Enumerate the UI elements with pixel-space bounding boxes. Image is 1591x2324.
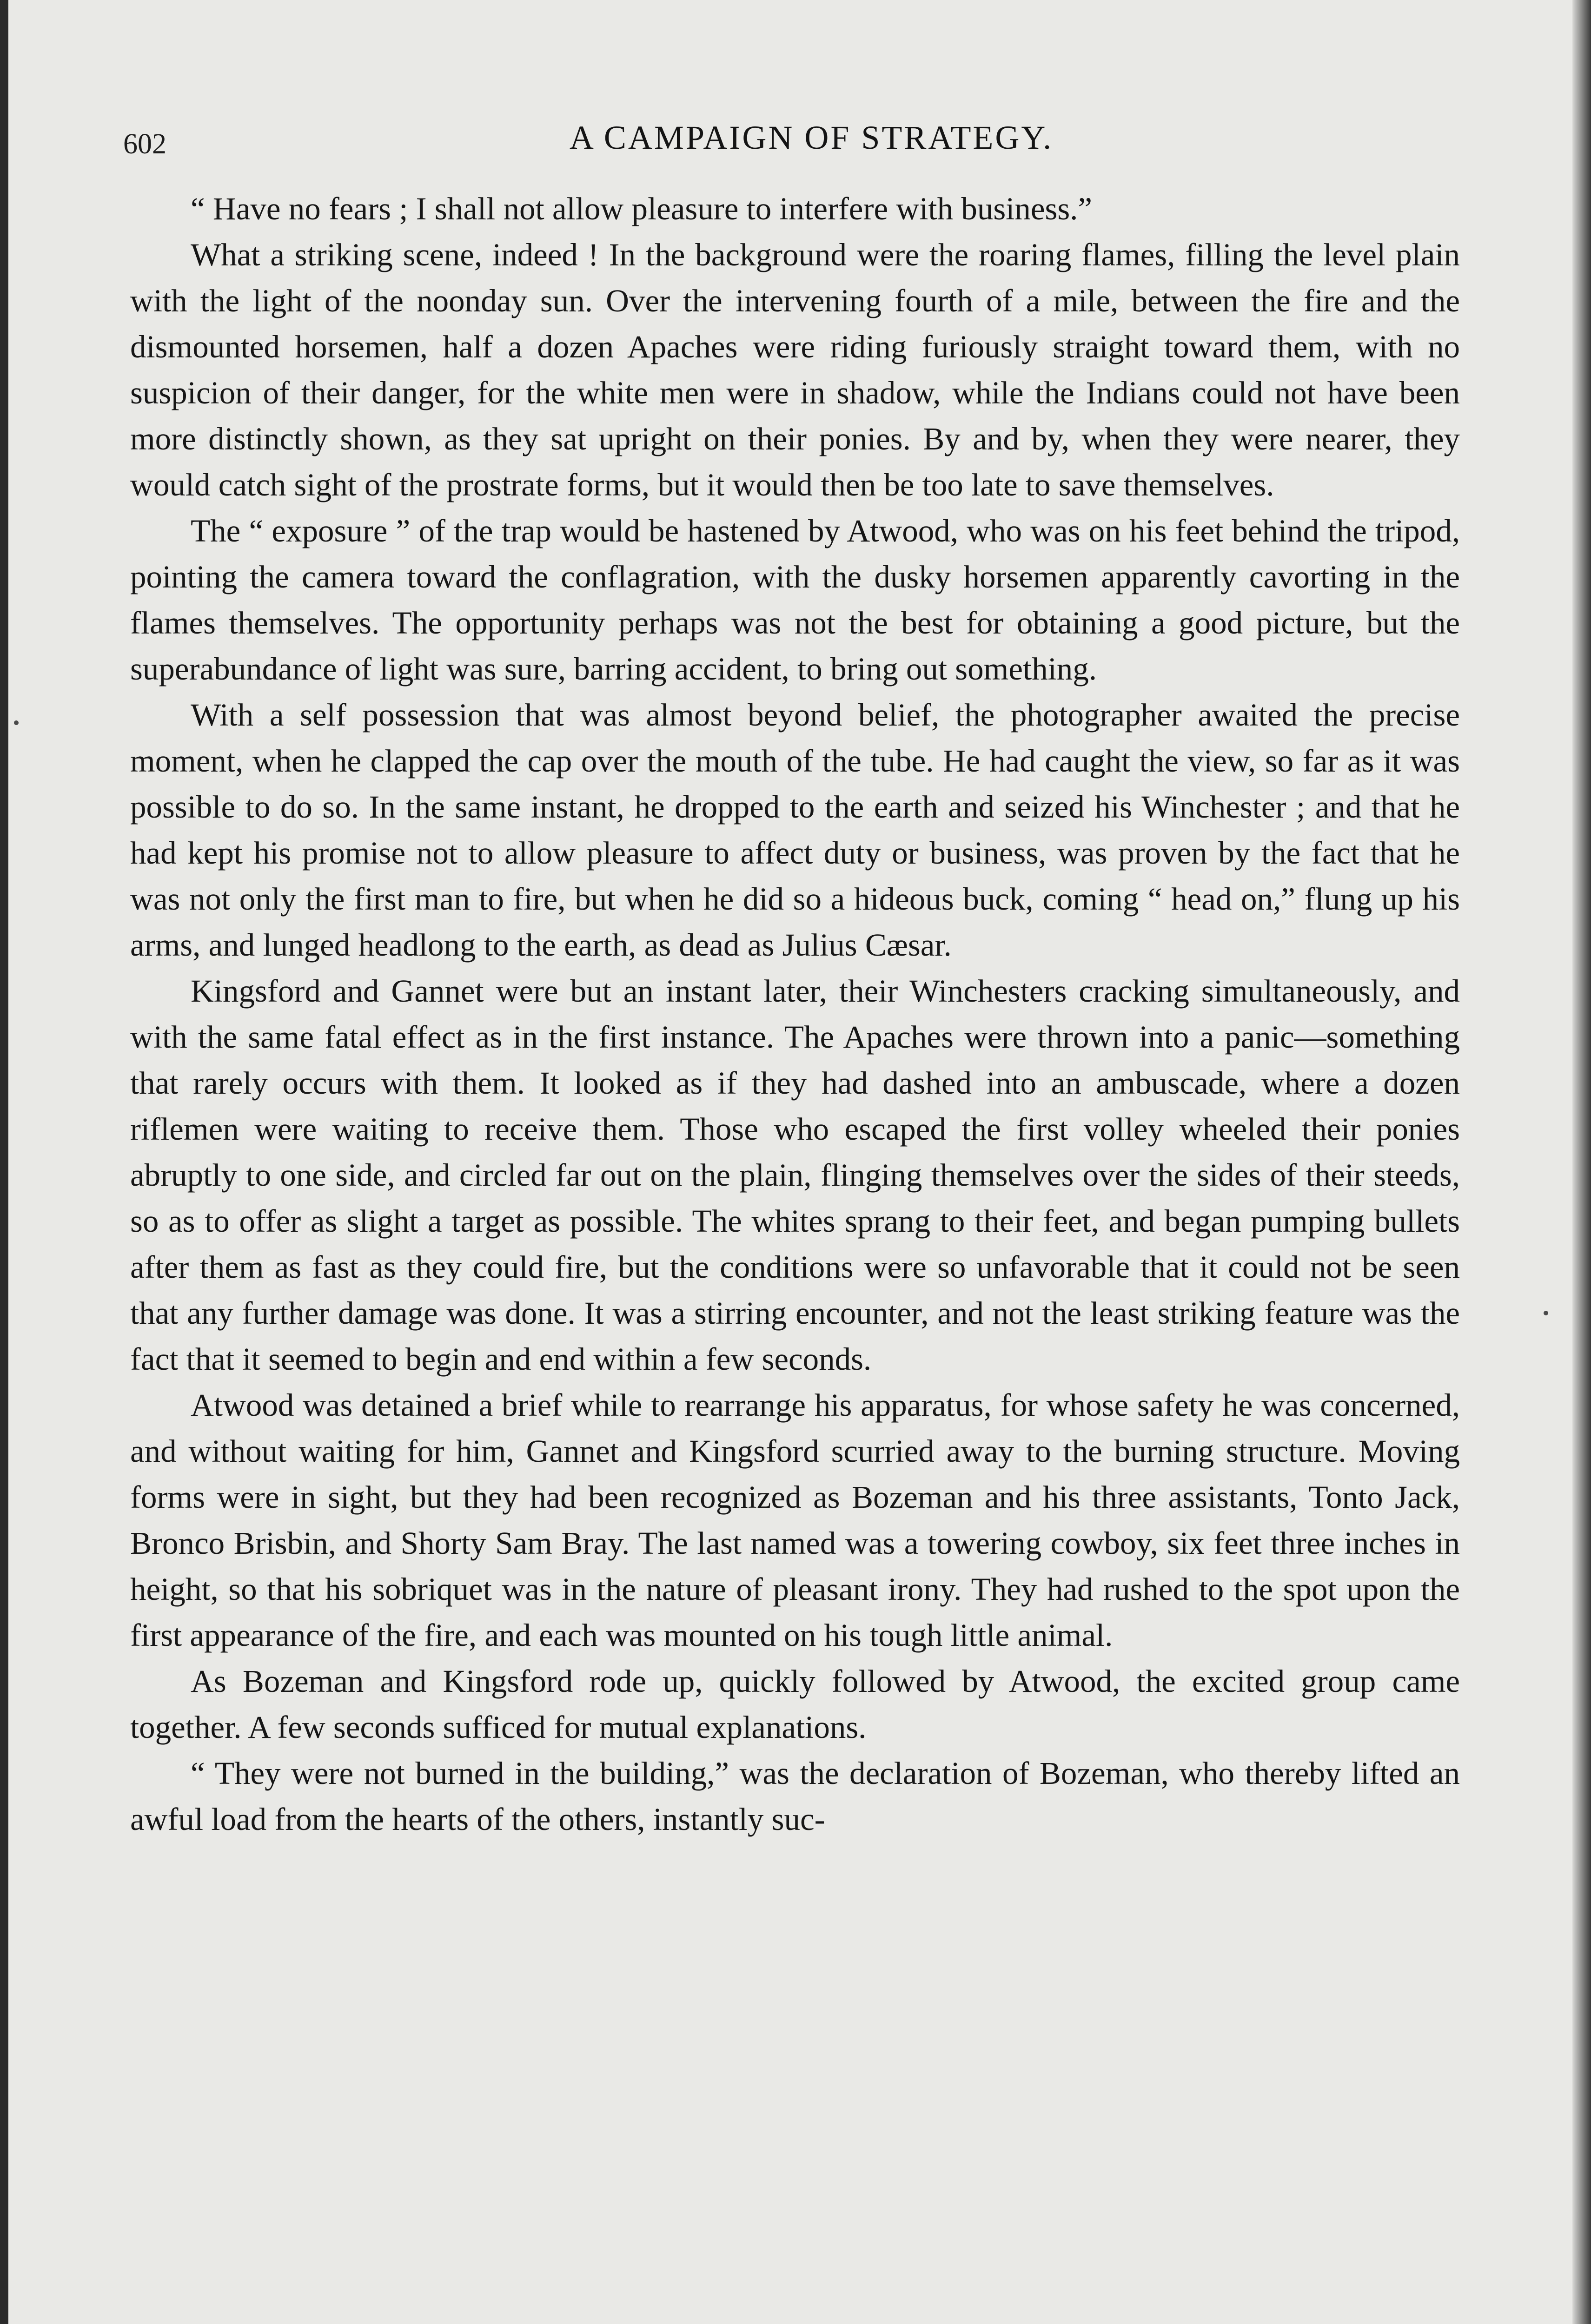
paragraph: As Bozeman and Kingsford rode up, quickly followed by Atwood, the excited group came together. A few seconds sufficed for mutual explanations. <box>130 1664 1460 1745</box>
page-blemish <box>1544 1311 1548 1315</box>
paragraph: “ They were not burned in the building,” was the declaration of Bozeman, who thereby lifted an awful load from the hearts of the others, instantly suc- <box>130 1756 1460 1837</box>
paragraph: Kingsford and Gannet were but an instant later, their Winchesters cracking simultaneously, and with the same fatal effect as in the first instance. The Apaches were thrown into a panic—something that rarely occurs with them. It looked as if they had dashed into an ambuscade, where a dozen riflemen were waiting to receive them. Those who escaped the first volley wheeled their ponies abruptly to one side, and circled far out on the plain, flinging themselves over the sides of their steeds, so as to offer as slight a target as possible. The whites sprang to their feet, and began pumping bullets after them as fast as they could fire, but the conditions were so unfavorable that it could not be seen that any further damage was done. It was a stirring encounter, and not the least striking feature was the fact that it seemed to begin and end within a few seconds. <box>130 973 1460 1377</box>
running-title: A CAMPAIGN OF STRATEGY. <box>569 119 1054 156</box>
paragraph: What a striking scene, indeed ! In the background were the roaring flames, filling the level plain with the light of the noonday sun. Over the intervening fourth of a mile, between the fire and the dismounted horsemen, half a dozen Apaches were riding furiously straight toward them, with no suspicion of their danger, for the white men were in shadow, while the Indians could not have been more distinctly shown, as they sat upright on their ponies. By and by, when they were nearer, they would catch sight of the prostrate forms, but it would then be too late to save themselves. <box>130 237 1460 502</box>
page-right-edge <box>1572 0 1591 2324</box>
page-left-edge <box>0 0 8 2324</box>
paragraph: The “ exposure ” of the trap would be hastened by Atwood, who was on his feet behind the tripod, pointing the camera toward the conflagration, with the dusky horsemen apparently cavorting in the flames themselves. The opportunity perhaps was not the best for obtaining a good picture, but the superabundance of light was sure, barring accident, to bring out something. <box>130 513 1460 687</box>
paragraph: Atwood was detained a brief while to rearrange his apparatus, for whose safety he was concerned, and without waiting for him, Gannet and Kingsford scurried away to the burning structure. Moving forms were in sight, but they had been recognized as Bozeman and his three assistants, Tonto Jack, Bronco Brisbin, and Shorty Sam Bray. The last named was a towering cowboy, six feet three inches in height, so that his sobriquet was in the nature of pleasant irony. They had rushed to the spot upon the first appearance of the fire, and each was mounted on his tough little animal. <box>130 1387 1460 1653</box>
paragraph: “ Have no fears ; I shall not allow pleasure to interfere with business.” <box>191 191 1093 226</box>
body-text <box>130 186 1460 1842</box>
paragraph: With a self possession that was almost beyond belief, the photographer awaited the precise moment, when he clapped the cap over the mouth of the tube. He had caught the view, so far as it was possible to do so. In the same instant, he dropped to the earth and seized his Winchester ; and that he had kept his promise not to allow pleasure to affect duty or business, was proven by the fact that he was not only the first man to fire, but when he did so a hideous buck, coming “ head on,” flung up his arms, and lunged headlong to the earth, as dead as Julius Cæsar. <box>130 697 1460 963</box>
page-header <box>123 119 1499 165</box>
page-number: 602 <box>123 128 166 160</box>
page-blemish <box>14 720 19 725</box>
